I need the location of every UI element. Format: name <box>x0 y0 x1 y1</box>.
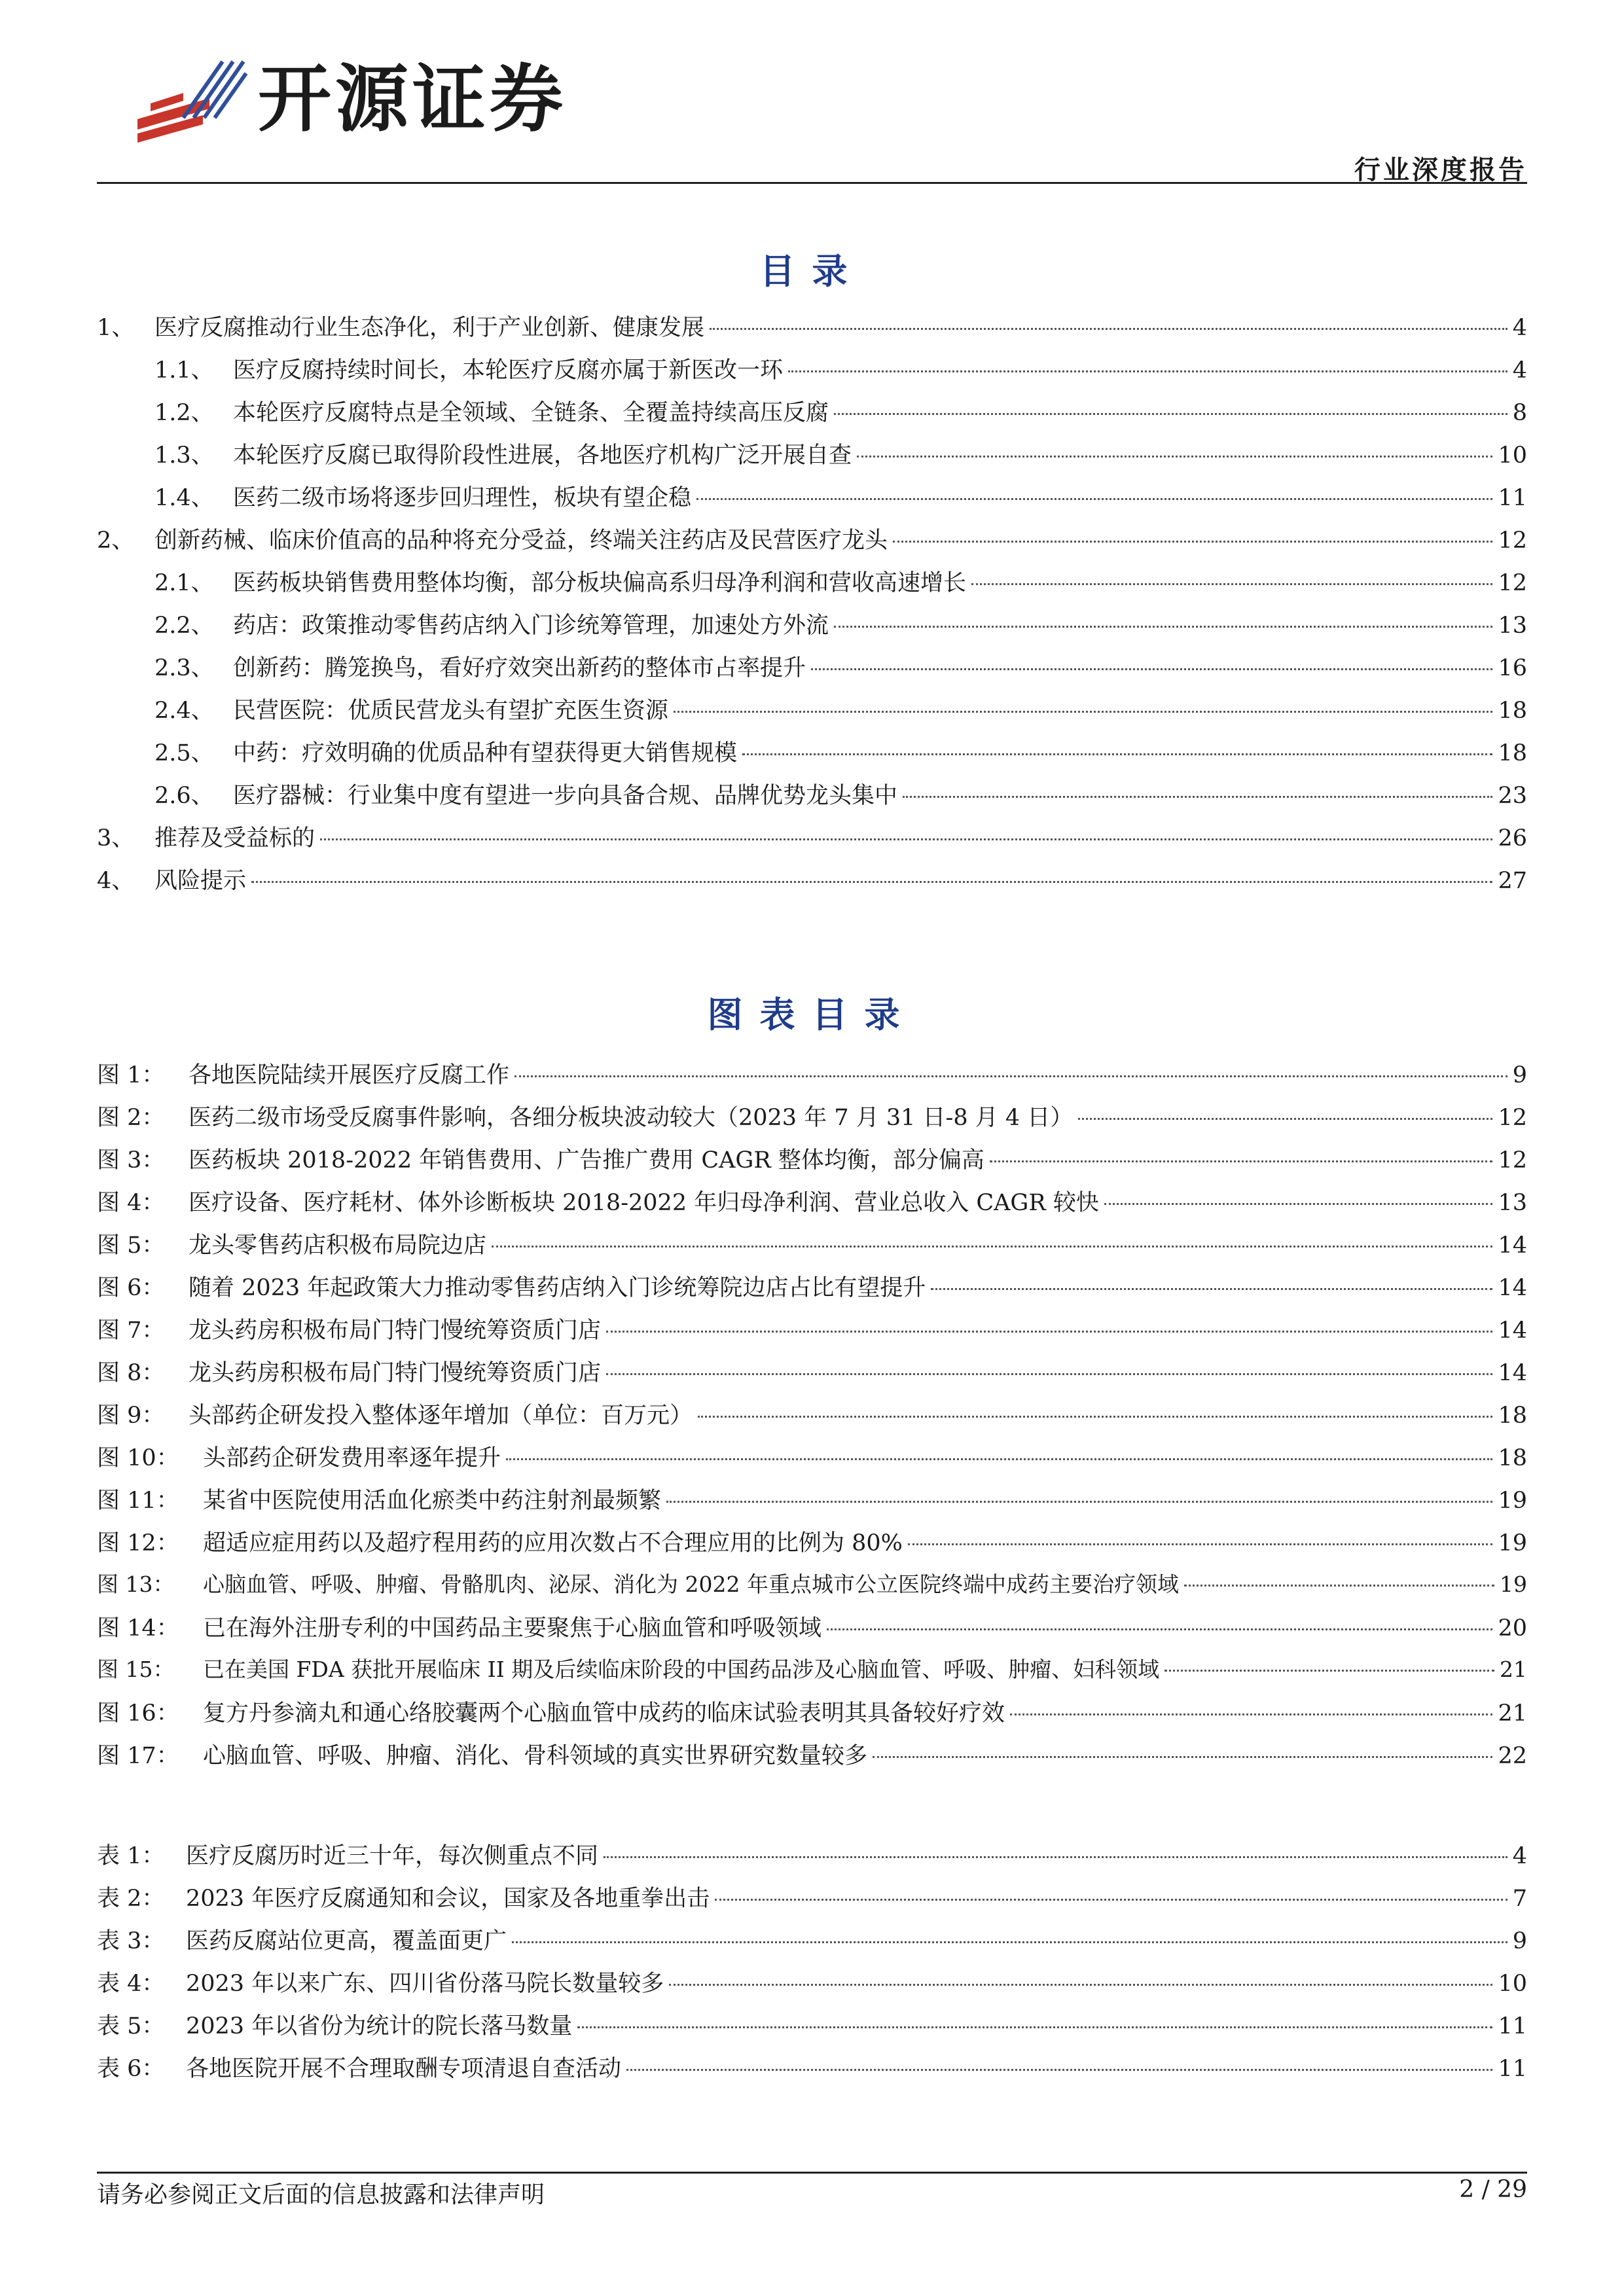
dot-leader <box>512 1941 1507 1943</box>
figure-entry-page: 12 <box>1498 1147 1527 1174</box>
dot-leader <box>893 541 1492 543</box>
toc-entry[interactable] <box>97 863 1527 905</box>
toc-entry-text: 药店：政策推动零售药店纳入门诊统筹管理，加速处方外流 <box>233 613 829 639</box>
figure-entry-page: 19 <box>1500 1571 1527 1597</box>
toc-entry-text: 创新药：腾笼换鸟，看好疗效突出新药的整体市占率提升 <box>233 655 806 681</box>
toc-entry-page: 12 <box>1498 570 1527 596</box>
figure-entry-number: 图 2： <box>97 1105 165 1131</box>
table-list <box>97 1838 1527 2093</box>
dot-leader <box>626 2069 1492 2071</box>
table-entry[interactable] <box>97 1838 1527 1880</box>
table-entry-number: 表 5： <box>97 2013 165 2039</box>
figure-entry-page: 14 <box>1498 1232 1527 1259</box>
figure-entry-text: 医药二级市场受反腐事件影响，各细分板块波动较大（2023 年 7 月 31 日-8 月 4 日） <box>189 1105 1074 1131</box>
figure-entry-text: 龙头药房积极布局门特门慢统筹资质门店 <box>189 1318 602 1344</box>
dot-leader <box>788 370 1507 372</box>
dot-leader <box>1010 1713 1492 1715</box>
figure-entry-page: 14 <box>1498 1360 1527 1386</box>
table-entry-text: 医药反腐站位更高，覆盖面更广 <box>186 1928 507 1954</box>
figure-entry-page: 18 <box>1498 1445 1527 1471</box>
toc-entry[interactable] <box>97 310 1527 352</box>
figure-entry-text: 超适应症用药以及超疗程用药的应用次数占不合理应用的比例为 80% <box>203 1530 903 1556</box>
toc-entry-text: 创新药械、临床价值高的品种将充分受益，终端关注药店及民营医疗龙头 <box>154 528 888 554</box>
toc-entry[interactable] <box>97 480 1527 522</box>
figure-entry-number: 图 17： <box>97 1743 179 1769</box>
toc-entry-text: 医药二级市场将逐步回归理性，板块有望企稳 <box>233 485 692 511</box>
figure-entry-number: 图 11： <box>97 1488 179 1514</box>
table-entry-text: 2023 年以来广东、四川省份落马院长数量较多 <box>186 1971 664 1997</box>
table-entry[interactable] <box>97 1923 1527 1965</box>
toc-entry-number: 1.4、 <box>154 485 214 511</box>
table-entry[interactable] <box>97 2051 1527 2093</box>
header-divider <box>97 182 1527 184</box>
figure-entry[interactable] <box>97 1695 1527 1738</box>
figure-entry-text: 某省中医院使用活血化瘀类中药注射剂最频繁 <box>203 1488 662 1514</box>
figure-entry-text: 已在海外注册专利的中国药品主要聚焦于心脑血管和呼吸领域 <box>203 1615 822 1641</box>
figure-entry-text: 头部药企研发投入整体逐年增加（单位：百万元） <box>189 1403 693 1429</box>
dot-leader <box>696 498 1492 500</box>
table-entry[interactable] <box>97 2008 1527 2051</box>
figure-entry-number: 图 14： <box>97 1615 179 1641</box>
figure-entry-page: 19 <box>1498 1530 1527 1556</box>
toc-entry-number: 1.3、 <box>154 442 214 469</box>
dot-leader <box>715 1899 1507 1901</box>
figure-entry-page: 9 <box>1512 1062 1527 1088</box>
figure-entry[interactable] <box>97 1440 1527 1482</box>
figure-entry-text: 龙头药房积极布局门特门慢统筹资质门店 <box>189 1360 602 1386</box>
toc-entry-page: 12 <box>1498 528 1527 554</box>
toc-entry-text: 风险提示 <box>154 868 247 894</box>
toc-entry-number: 2.1、 <box>154 570 214 596</box>
dot-leader <box>710 328 1507 330</box>
toc-entry[interactable] <box>97 352 1527 395</box>
toc-entry[interactable] <box>97 820 1527 863</box>
dot-leader <box>1078 1118 1492 1120</box>
figure-list <box>97 1057 1527 1780</box>
figure-entry[interactable] <box>97 1185 1527 1227</box>
figure-entry-text: 已在美国 FDA 获批开展临床 II 期及后续临床阶段的中国药品涉及心脑血管、呼吸、肿瘤、妇科领域 <box>203 1657 1160 1682</box>
toc-entry[interactable] <box>97 565 1527 607</box>
toc-entry-page: 23 <box>1498 783 1527 809</box>
figure-entry-page: 13 <box>1498 1190 1527 1216</box>
figure-entry-page: 21 <box>1498 1700 1527 1727</box>
figure-entry[interactable] <box>97 1057 1527 1100</box>
toc-entry[interactable] <box>97 522 1527 565</box>
figure-entry-text: 医疗设备、医疗耗材、体外诊断板块 2018-2022 年归母净利润、营业总收入 CAGR 较快 <box>189 1190 1099 1216</box>
figure-entry-page: 19 <box>1498 1488 1527 1514</box>
toc-entry-page: 4 <box>1512 357 1527 384</box>
figure-entry[interactable] <box>97 1355 1527 1397</box>
figure-entry-text: 头部药企研发费用率逐年提升 <box>203 1445 501 1471</box>
figure-entry[interactable] <box>97 1397 1527 1440</box>
kaiyuan-logo-icon <box>131 47 249 152</box>
table-entry-page: 9 <box>1512 1928 1527 1954</box>
figure-entry-page: 21 <box>1500 1657 1527 1682</box>
figure-entry[interactable] <box>97 1610 1527 1653</box>
toc-entry[interactable] <box>97 692 1527 735</box>
dot-leader <box>320 838 1492 840</box>
toc-entry-page: 4 <box>1512 315 1527 341</box>
dot-leader <box>827 1628 1492 1630</box>
dot-leader <box>931 1288 1492 1290</box>
figure-entry-page: 20 <box>1498 1615 1527 1641</box>
dot-leader <box>971 583 1492 585</box>
figure-entry-number: 图 6： <box>97 1275 165 1301</box>
figure-entry-text: 随着 2023 年起政策大力推动零售药店纳入门诊统筹院边店占比有望提升 <box>189 1275 926 1301</box>
table-entry-page: 10 <box>1498 1971 1527 1997</box>
figure-entry-number: 图 13： <box>97 1571 175 1597</box>
toc-entry-text: 民营医院：优质民营龙头有望扩充医生资源 <box>233 698 669 724</box>
dot-leader <box>873 1756 1492 1758</box>
table-entry-number: 表 1： <box>97 1843 165 1869</box>
figure-entry-page: 14 <box>1498 1318 1527 1344</box>
figure-entry[interactable] <box>97 1100 1527 1142</box>
dot-leader <box>514 1075 1507 1077</box>
toc-entry-text: 本轮医疗反腐特点是全领域、全链条、全覆盖持续高压反腐 <box>233 400 829 426</box>
dot-leader <box>492 1246 1492 1247</box>
table-entry-page: 7 <box>1512 1886 1527 1912</box>
table-entry-number: 表 4： <box>97 1971 165 1997</box>
dot-leader <box>606 1331 1492 1333</box>
toc-entry-page: 13 <box>1498 613 1527 639</box>
dot-leader <box>669 1984 1492 1986</box>
figure-entry-number: 图 4： <box>97 1190 165 1216</box>
toc-entry-text: 推荐及受益标的 <box>154 825 316 852</box>
toc-entry-number: 4、 <box>97 868 135 894</box>
figure-entry-number: 图 9： <box>97 1403 165 1429</box>
toc-entry-text: 医疗器械：行业集中度有望进一步向具备合规、品牌优势龙头集中 <box>233 783 898 809</box>
dot-leader <box>742 753 1492 755</box>
figure-entry-text: 龙头零售药店积极布局院边店 <box>189 1232 487 1259</box>
toc-entry-page: 18 <box>1498 740 1527 766</box>
table-entry[interactable] <box>97 1880 1527 1923</box>
table-entry-page: 11 <box>1498 2013 1527 2039</box>
dot-leader <box>606 1373 1492 1375</box>
figure-entry-text: 复方丹参滴丸和通心络胶囊两个心脑血管中成药的临床试验表明其具备较好疗效 <box>203 1700 1005 1727</box>
figure-entry[interactable] <box>97 1482 1527 1525</box>
toc-entry-text: 中药：疗效明确的优质品种有望获得更大销售规模 <box>233 740 738 766</box>
figure-entry-page: 18 <box>1498 1403 1527 1429</box>
figure-entry[interactable] <box>97 1525 1527 1568</box>
figure-entry[interactable] <box>97 1653 1527 1695</box>
figure-entry[interactable] <box>97 1312 1527 1355</box>
figure-entry-number: 图 12： <box>97 1530 179 1556</box>
figure-entry-number: 图 15： <box>97 1657 175 1682</box>
toc-entry-text: 医药板块销售费用整体均衡，部分板块偏高系归母净利润和营收高速增长 <box>233 570 967 596</box>
footer-disclaimer: 请务必参阅正文后面的信息披露和法律声明 <box>97 2181 545 2208</box>
toc-entry-page: 16 <box>1498 655 1527 681</box>
dot-leader <box>990 1160 1493 1162</box>
figure-entry-text: 心脑血管、呼吸、肿瘤、骨骼肌肉、泌尿、消化为 2022 年重点城市公立医院终端中成药主要治疗领域 <box>203 1571 1179 1597</box>
figure-entry-text: 心脑血管、呼吸、肿瘤、消化、骨科领域的真实世界研究数量较多 <box>203 1743 868 1769</box>
figure-entry-number: 图 3： <box>97 1147 165 1174</box>
dot-leader <box>834 413 1507 415</box>
toc-entry-number: 2.2、 <box>154 613 214 639</box>
figure-entry[interactable] <box>97 1227 1527 1270</box>
dot-leader <box>857 456 1492 457</box>
figure-entry-text: 各地医院陆续开展医疗反腐工作 <box>189 1062 510 1088</box>
toc-entry[interactable] <box>97 778 1527 820</box>
toc-entry[interactable] <box>97 607 1527 650</box>
toc-entry-text: 本轮医疗反腐已取得阶段性进展，各地医疗机构广泛开展自查 <box>233 442 852 469</box>
toc-entry-page: 11 <box>1498 485 1527 511</box>
toc-entry-text: 医疗反腐持续时间长，本轮医疗反腐亦属于新医改一环 <box>233 357 784 384</box>
toc-entry[interactable] <box>97 650 1527 692</box>
dot-leader <box>506 1458 1492 1460</box>
toc-entry-page: 27 <box>1498 868 1527 894</box>
figure-entry-text: 医药板块 2018-2022 年销售费用、广告推广费用 CAGR 整体均衡，部分偏高 <box>189 1147 984 1174</box>
toc-entry-number: 2.3、 <box>154 655 214 681</box>
footer-divider <box>97 2172 1527 2174</box>
brand-name: 开源证券 <box>258 57 567 142</box>
figure-entry[interactable] <box>97 1568 1527 1610</box>
dot-leader <box>903 796 1492 798</box>
dot-leader <box>1164 1670 1494 1672</box>
toc-entry[interactable] <box>97 437 1527 480</box>
dot-leader <box>577 2026 1492 2028</box>
figures-title: 图表目录 <box>707 994 917 1035</box>
figure-entry-page: 12 <box>1498 1105 1527 1131</box>
report-type: 行业深度报告 <box>1354 155 1527 185</box>
figure-entry-page: 14 <box>1498 1275 1527 1301</box>
table-entry-text: 2023 年以省份为统计的院长落马数量 <box>186 2013 573 2039</box>
toc-entry-number: 2、 <box>97 528 135 554</box>
figure-entry-number: 图 1： <box>97 1062 165 1088</box>
table-entry-text: 医疗反腐历时近三十年，每次侧重点不同 <box>186 1843 599 1869</box>
dot-leader <box>811 668 1492 670</box>
page-indicator: 2 / 29 <box>1459 2176 1527 2203</box>
toc-entry-page: 10 <box>1498 442 1527 469</box>
dot-leader <box>666 1501 1492 1503</box>
figure-entry[interactable] <box>97 1738 1527 1780</box>
table-entry-text: 2023 年医疗反腐通知和会议，国家及各地重拳出击 <box>186 1886 710 1912</box>
dot-leader <box>834 626 1492 628</box>
dot-leader <box>1104 1203 1493 1205</box>
toc-entry-number: 1、 <box>97 315 135 341</box>
toc-entry-number: 3、 <box>97 825 135 852</box>
brand-logo <box>131 47 567 152</box>
toc-entry-number: 1.2、 <box>154 400 214 426</box>
toc-entry-page: 18 <box>1498 698 1527 724</box>
dot-leader <box>604 1856 1507 1858</box>
figure-entry-number: 图 5： <box>97 1232 165 1259</box>
figure-entry[interactable] <box>97 1270 1527 1312</box>
toc-list <box>97 310 1527 905</box>
table-entry-page: 11 <box>1498 2056 1527 2082</box>
dot-leader <box>1184 1585 1494 1587</box>
dot-leader <box>908 1543 1493 1545</box>
toc-entry-number: 2.6、 <box>154 783 214 809</box>
dot-leader <box>251 881 1492 883</box>
toc-entry[interactable] <box>97 735 1527 778</box>
toc-entry-number: 2.5、 <box>154 740 214 766</box>
dot-leader <box>674 711 1492 713</box>
figure-entry-number: 图 7： <box>97 1318 165 1344</box>
toc-entry-text: 医疗反腐推动行业生态净化，利于产业创新、健康发展 <box>154 315 705 341</box>
table-entry-number: 表 3： <box>97 1928 165 1954</box>
toc-entry[interactable] <box>97 395 1527 437</box>
table-entry-number: 表 6： <box>97 2056 165 2082</box>
figure-entry-number: 图 16： <box>97 1700 179 1727</box>
figure-entry-number: 图 8： <box>97 1360 165 1386</box>
toc-entry-page: 26 <box>1498 825 1527 852</box>
figure-entry-number: 图 10： <box>97 1445 179 1471</box>
dot-leader <box>698 1416 1492 1418</box>
table-entry-number: 表 2： <box>97 1886 165 1912</box>
figure-entry[interactable] <box>97 1142 1527 1185</box>
figure-entry-page: 22 <box>1498 1743 1527 1769</box>
table-entry[interactable] <box>97 1965 1527 2008</box>
toc-entry-page: 8 <box>1512 400 1527 426</box>
table-entry-page: 4 <box>1512 1843 1527 1869</box>
toc-title: 目录 <box>759 251 865 292</box>
table-entry-text: 各地医院开展不合理取酬专项清退自查活动 <box>186 2056 622 2082</box>
toc-entry-number: 1.1、 <box>154 357 214 384</box>
toc-entry-number: 2.4、 <box>154 698 214 724</box>
